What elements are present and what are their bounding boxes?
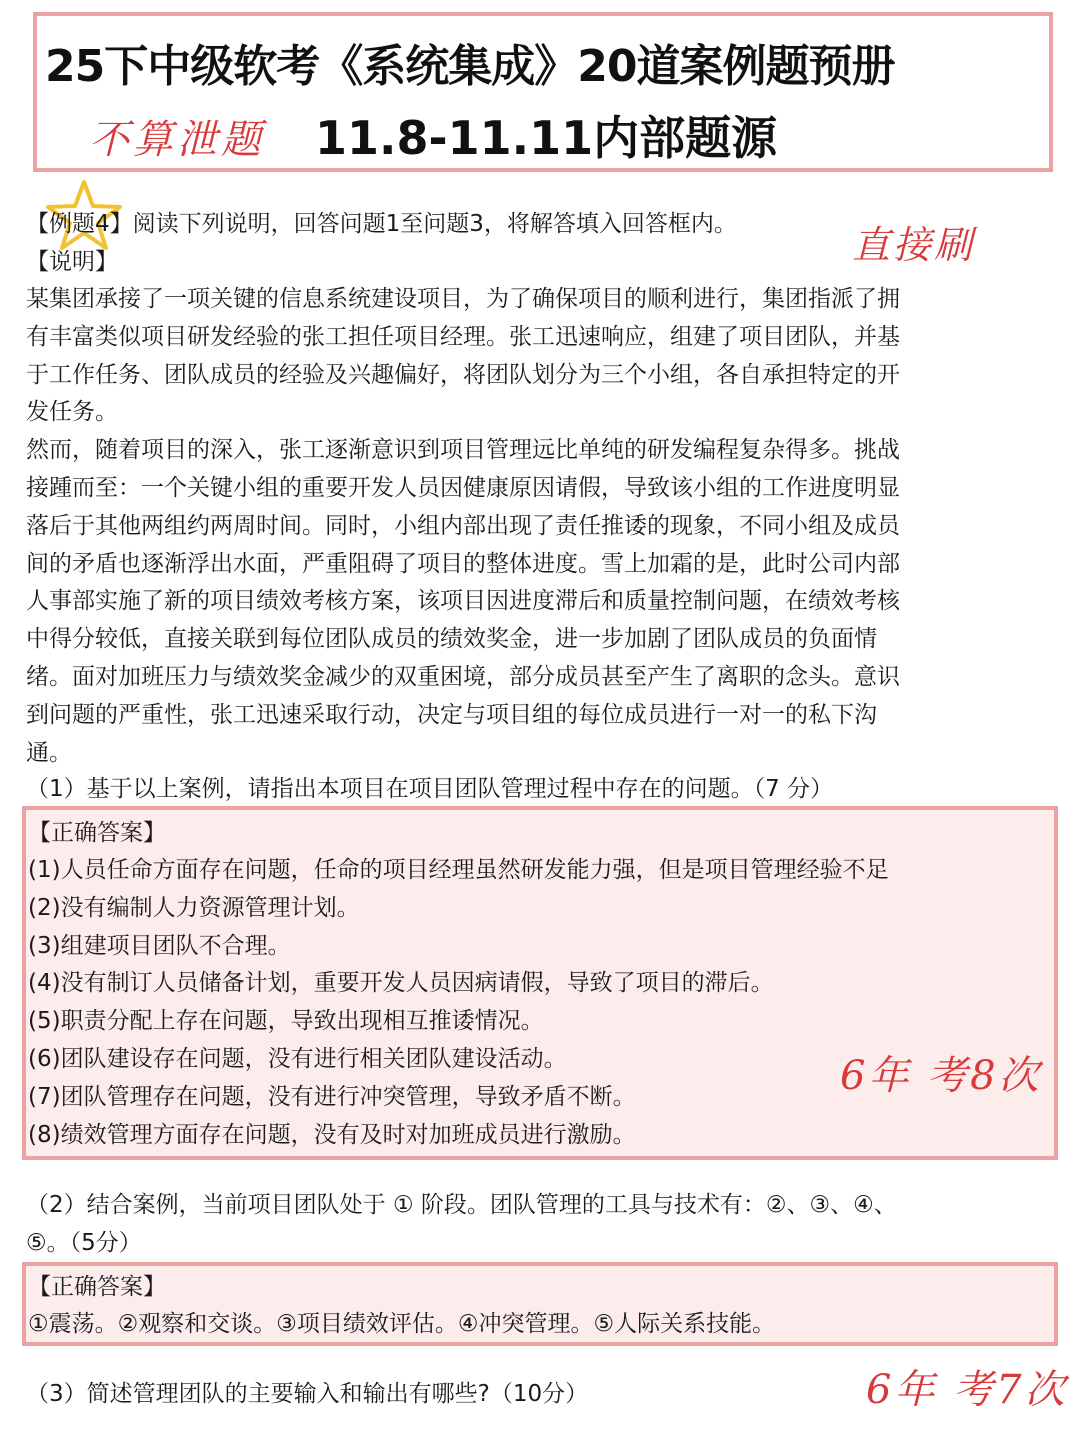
page-subtitle: 11.8-11.11内部题源 (315, 111, 778, 165)
handwritten-note-count-1: 6年 考8次 (840, 1053, 1042, 1099)
answer-box-1 (22, 806, 1058, 1160)
question-intro: 【例题4】阅读下列说明，回答问题1至问题3，将解答填入回答框内。 (26, 211, 737, 237)
paragraph-line: 中得分较低，直接关联到每位团队成员的绩效奖金，进一步加剧了团队成员的负面情 (26, 626, 877, 653)
paragraph-line: 于工作任务、团队成员的经验及兴趣偏好，将团队划分为三个小组，各自承担特定的开 (26, 361, 900, 388)
paragraph-line: 到问题的严重性，张工迅速采取行动，决定与项目组的每位成员进行一对一的私下沟 (26, 701, 877, 728)
question-2-line: ⑤。（5分） (26, 1229, 142, 1256)
answer-item: (8)绩效管理方面存在问题，没有及时对加班成员进行激励。 (28, 1121, 636, 1148)
handwritten-note-count-2: 6年 考7次 (866, 1367, 1068, 1413)
answer-label: 【正确答案】 (28, 1274, 166, 1300)
question-2 (26, 1187, 897, 1263)
paragraph-line: 然而，随着项目的深入，张工逐渐意识到项目管理远比单纯的研发编程复杂得多。挑战 (26, 437, 900, 464)
paragraph-line: 间的矛盾也逐渐浮出水面，严重阻碍了项目的整体进度。雪上加霜的是，此时公司内部 (26, 550, 900, 577)
answer-item: (6)团队建设存在问题，没有进行相关团队建设活动。 (28, 1045, 567, 1072)
paragraph-line: 绪。面对加班压力与绩效奖金减少的双重困境，部分成员甚至产生了离职的念头。意识 (26, 663, 900, 690)
question-1: （1）基于以上案例，请指出本项目在项目团队管理过程中存在的问题。（7 分） (26, 776, 834, 802)
handwritten-note-direct: 直接刷 (852, 223, 976, 267)
paragraph-line: 发任务。 (26, 399, 118, 426)
question-2-line: （2）结合案例，当前项目团队处于 ① 阶段。团队管理的工具与技术有：②、③、④、 (26, 1192, 897, 1218)
paragraph-line: 通。 (26, 739, 72, 766)
section-label-description: 【说明】 (26, 249, 118, 275)
paragraph-line: 某集团承接了一项关键的信息系统建设项目，为了确保项目的顺利进行，集团指派了拥 (26, 286, 900, 312)
answer-list-1 (28, 852, 889, 1154)
answer-item: (2)没有编制人力资源管理计划。 (28, 894, 360, 921)
answer-label: 【正确答案】 (28, 820, 166, 846)
paragraph-line: 人事部实施了新的项目绩效考核方案，该项目因进度滞后和质量控制问题，在绩效考核 (26, 588, 900, 615)
title-box (33, 12, 1053, 172)
handwritten-note-not-leak: 不算泄题 (89, 117, 265, 163)
answer-item: (5)职责分配上存在问题，导致出现相互推诿情况。 (28, 1008, 544, 1035)
paragraph-line: 有丰富类似项目研发经验的张工担任项目经理。张工迅速响应，组建了项目团队，并基 (26, 323, 900, 350)
answer-item: (3)组建项目团队不合理。 (28, 932, 291, 959)
page-title: 25下中级软考《系统集成》20道案例题预册 (45, 41, 895, 92)
answer-item: (4)没有制订人员储备计划，重要开发人员因病请假，导致了项目的滞后。 (28, 970, 774, 997)
case-description (26, 281, 900, 772)
answer-item: (1)人员任命方面存在问题，任命的项目经理虽然研发能力强，但是项目管理经验不足 (28, 857, 889, 883)
question-3: （3）简述管理团队的主要输入和输出有哪些?（10分） (26, 1381, 589, 1407)
paragraph-line: 接踵而至：一个关键小组的重要开发人员因健康原因请假，导致该小组的工作进度明显 (26, 474, 900, 501)
paragraph-line: 落后于其他两组约两周时间。同时，小组内部出现了责任推诿的现象，不同小组及成员 (26, 512, 900, 539)
answer-item: (7)团队管理存在问题，没有进行冲突管理，导致矛盾不断。 (28, 1083, 636, 1110)
answer-text-2: ①震荡。②观察和交谈。③项目绩效评估。④冲突管理。⑤人际关系技能。 (28, 1311, 776, 1337)
answer-box-2 (22, 1262, 1058, 1346)
